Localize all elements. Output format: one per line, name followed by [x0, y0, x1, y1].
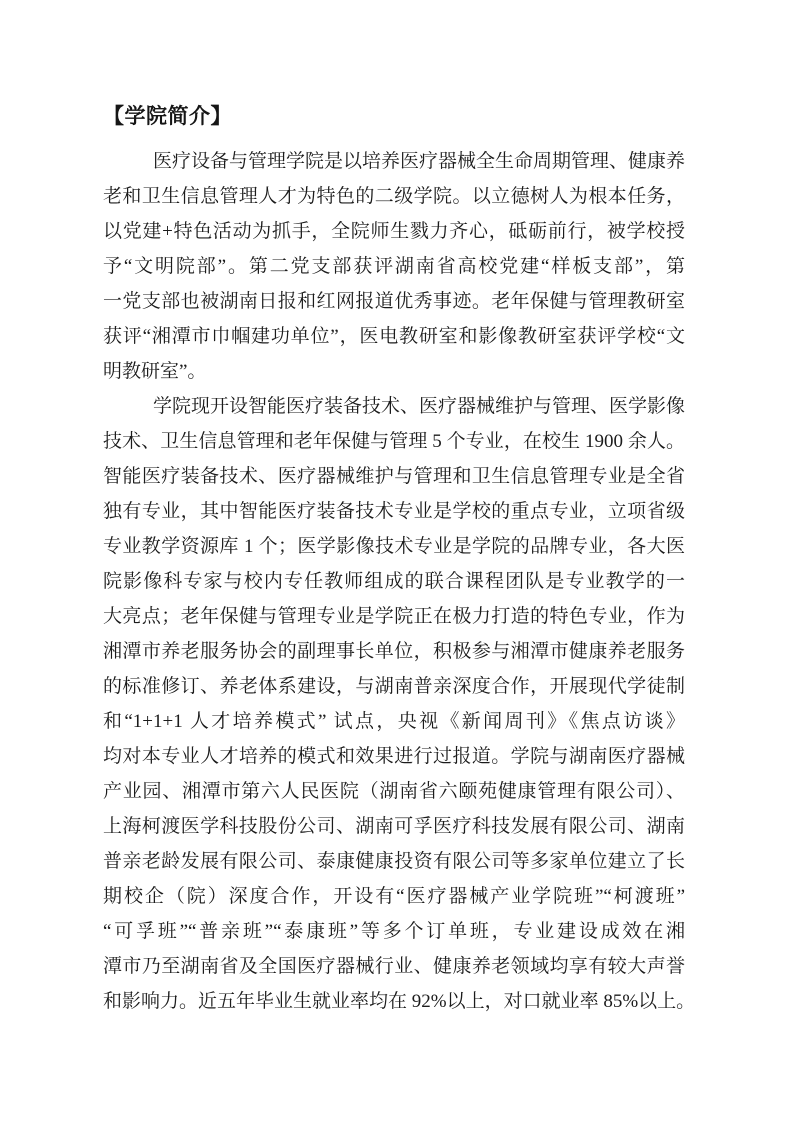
paragraph	[103, 389, 696, 1019]
text-line: 老和卫生信息管理人才为特色的二级学院。以立德树人为根本任务，	[103, 186, 685, 207]
text-line: 明教研室”。	[103, 361, 207, 382]
text-line: 学院现开设智能医疗装备技术、医疗器械维护与管理、医学影像	[153, 396, 686, 417]
text-line: 以党建+特色活动为抓手，全院师生戮力齐心，砥砺前行，被学校授	[103, 221, 685, 242]
text-line: 院影像科专家与校内专任教师组成的联合课程团队是专业教学的一	[103, 571, 685, 592]
text-line: 专业教学资源库 1 个；医学影像技术专业是学院的品牌专业，各大医	[103, 536, 685, 557]
text-line: 的标准修订、养老体系建设，与湖南普亲深度合作，开展现代学徒制	[103, 676, 685, 697]
text-line: 独有专业，其中智能医疗装备技术专业是学校的重点专业，立项省级	[103, 501, 685, 522]
text-line: 智能医疗装备技术、医疗器械维护与管理和卫生信息管理专业是全省	[103, 466, 685, 487]
text-line: 普亲老龄发展有限公司、泰康健康投资有限公司等多家单位建立了长	[103, 851, 685, 872]
text-line: 和影响力。近五年毕业生就业率均在 92%以上，对口就业率 85%以上。	[103, 991, 696, 1012]
text-line: 技术、卫生信息管理和老年保健与管理 5 个专业，在校生 1900 余人。	[103, 431, 685, 452]
text-line: 均对本专业人才培养的模式和效果进行过报道。学院与湖南医疗器械	[103, 746, 685, 767]
text-line: 获评“湘潭市巾帼建功单位”，医电教研室和影像教研室获评学校“文	[103, 326, 685, 347]
text-line: 大亮点；老年保健与管理专业是学院正在极力打造的特色专业，作为	[103, 606, 685, 627]
paragraphs	[103, 144, 696, 1019]
text-line: 产业园、湘潭市第六人民医院（湖南省六颐苑健康管理有限公司）、	[103, 781, 685, 802]
text-line: 期校企（院）深度合作，开设有“医疗器械产业学院班”“柯渡班”	[103, 886, 685, 907]
document-content	[103, 99, 696, 1019]
text-line: 予“文明院部”。第二党支部获评湖南省高校党建“样板支部”，第	[103, 256, 685, 277]
text-line: 上海柯渡医学科技股份公司、湖南可孚医疗科技发展有限公司、湖南	[103, 816, 685, 837]
text-line: 一党支部也被湖南日报和红网报道优秀事迹。老年保健与管理教研室	[103, 291, 685, 312]
text-line: 医疗设备与管理学院是以培养医疗器械全生命周期管理、健康养	[153, 151, 686, 172]
paragraph	[103, 144, 685, 389]
text-line: 和“1+1+1 人才培养模式” 试点，央视《新闻周刊》《焦点访谈》	[103, 711, 685, 732]
section-title: 【学院简介】	[103, 105, 232, 128]
text-line: 湘潭市养老服务协会的副理事长单位，积极参与湘潭市健康养老服务	[103, 641, 685, 662]
text-line: 潭市乃至湖南省及全国医疗器械行业、健康养老领域均享有较大声誉	[103, 956, 685, 977]
text-line: “可孚班”“普亲班”“泰康班”等多个订单班，专业建设成效在湘	[103, 921, 685, 942]
